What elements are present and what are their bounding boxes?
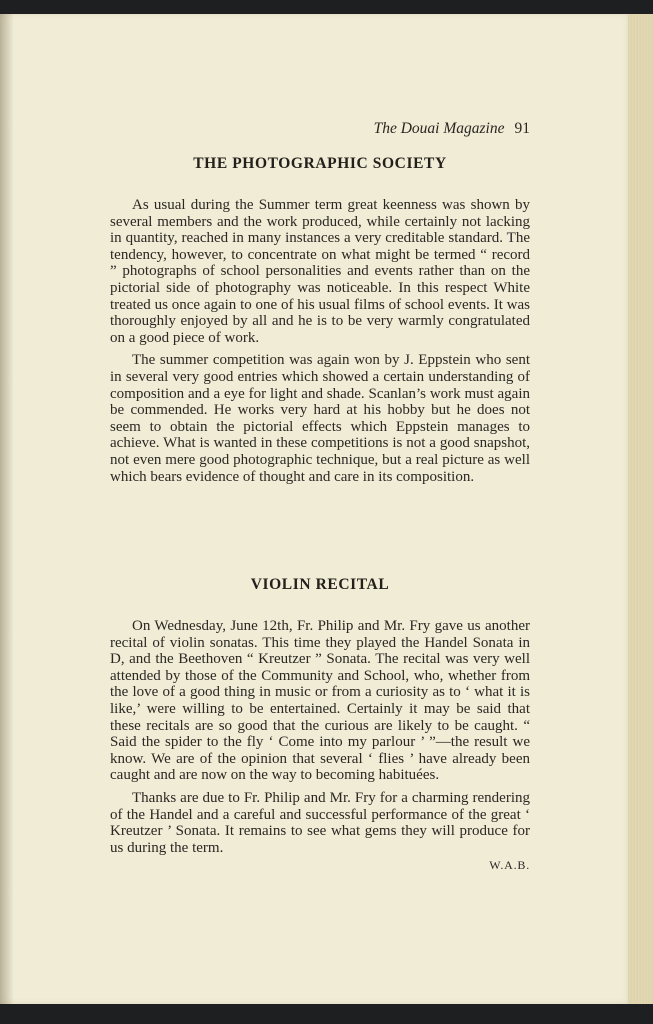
photographic-society-article <box>110 155 530 485</box>
page-edges <box>628 14 653 1004</box>
violin-recital-article <box>110 576 530 873</box>
violin-recital-paragraph-1: On Wednesday, June 12th, Fr. Philip and Mr. Fry gave us another recital of violin sonatas. This time they played the Handel Sonata in D, and the Beethoven “ Kreutzer ” Sonata. The recital was very well attended by those of the Community and School, who, whether from the love of a good thing in music or from a curiosity as to ‘ what it is like,’ were willing to be entertained. Certainly it may be said that these recitals are so good that the curious are likely to be caught. “ Said the spider to the fly ‘ Come into my parlour ’ ”—the result we know. We are of the opinion that several ‘ flies ’ have already been caught and are now on the way to becoming habituées. <box>110 618 530 784</box>
running-head <box>110 120 530 138</box>
author-signature: W.A.B. <box>489 858 530 873</box>
violin-recital-heading: VIOLIN RECITAL <box>250 576 390 593</box>
magazine-title: The Douai Magazine <box>373 120 505 137</box>
photographic-society-paragraph-2: The summer competition was again won by J. Eppstein who sent in several very good entries which showed a certain understanding of composition and a eye for light and shade. Scanlan’s work must again be commended. He works very hard at his hobby but he does not seem to obtain the pictorial effects which Eppstein manages to achieve. What is wanted in these competitions is not a good snapshot, not even mere good photographic technique, but a real picture as well which bears evidence of thought and care in its composition. <box>110 352 530 485</box>
page-number: 91 <box>514 120 530 137</box>
violin-recital-paragraph-2: Thanks are due to Fr. Philip and Mr. Fry for a charming rendering of the Handel and a careful and successful performance of the great ‘ Kreutzer ’ Sonata. It remains to see what gems they will produce for us during the term. <box>110 789 530 856</box>
photographic-society-heading: THE PHOTOGRAPHIC SOCIETY <box>193 155 447 172</box>
photographic-society-paragraph-1: As usual during the Summer term great keenness was shown by several members and the work produced, while certainly not lacking in quantity, reached in many instances a very creditable standard. The tendency, however, to concentrate on what might be termed “ record ” photographs of school personalities and events rather than on the pictorial side of photography was noticeable. In this respect White treated us once again to one of his usual films of school events. It was thoroughly enjoyed by all and he is to be very warmly congratulated on a good piece of work. <box>110 197 530 346</box>
binding-shadow <box>0 14 14 1004</box>
